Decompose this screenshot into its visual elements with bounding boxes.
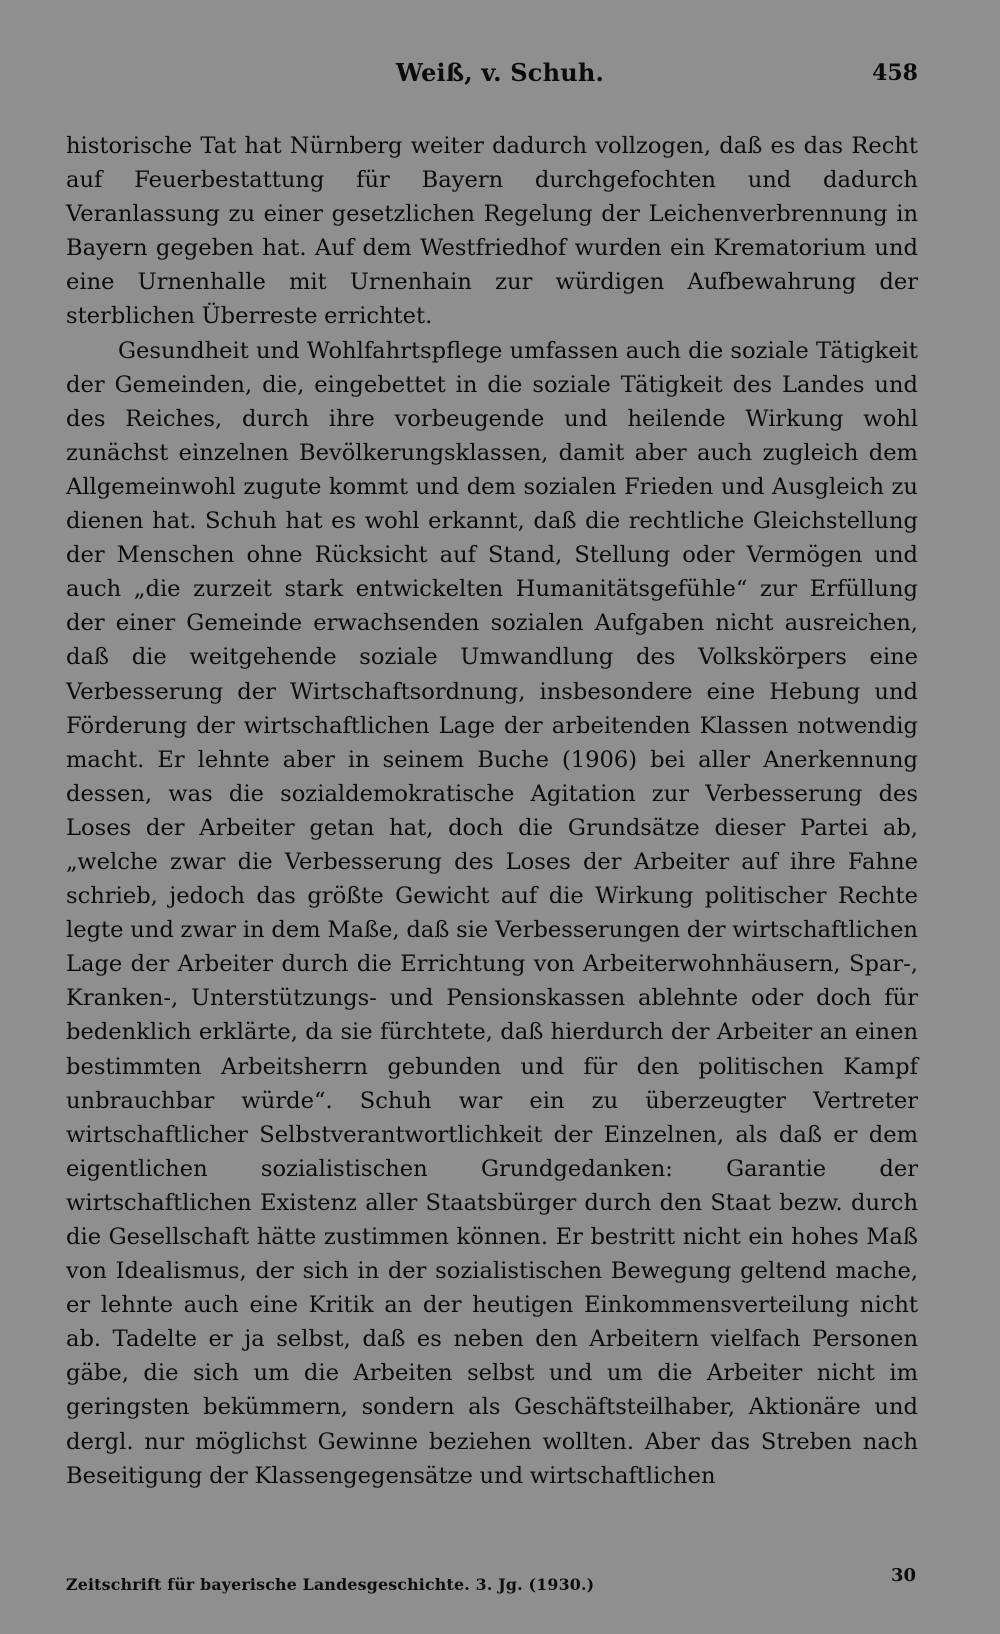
paragraph-2: Gesundheit und Wohlfahrtspflege umfassen auch die soziale Tätigkeit der Gemeinden, die, eingebettet in die soziale Tätigkeit des Landes und des Reiches, durch ihre vorbeugende und heilende Wirkung wohl zunächst einzelnen Bevölkerungsklassen, damit aber auch zugleich dem Allgemeinwohl zugute kommt und dem sozialen Frieden und Ausgleich zu dienen hat. Schuh hat es wohl erkannt, daß die rechtliche Gleichstellung der Menschen ohne Rücksicht auf Stand, Stellung oder Vermögen und auch „die zurzeit stark entwickelten Humanitätsgefühle“ zur Erfüllung der einer Gemeinde erwachsenden sozialen Aufgaben nicht ausreichen, daß die weitgehende soziale Umwandlung des Volkskörpers eine Verbesserung der Wirtschaftsordnung, insbesondere eine Hebung und Förderung der wirtschaftlichen Lage der arbeitenden Klassen notwendig macht. Er lehnte aber in seinem Buche (1906) bei aller Anerkennung dessen, was die sozialdemokratische Agitation zur Verbesserung des Loses der Arbeiter getan hat, doch die Grundsätze dieser Partei ab, „welche zwar die Verbesserung des Loses der Arbeiter auf ihre Fahne schrieb, jedoch das größte Gewicht auf die Wirkung politischer Rechte legte und zwar in dem Maße, daß sie Verbesserungen der wirtschaftlichen Lage der Arbeiter durch die Errichtung von Arbeiterwohnhäusern, Spar-, Kranken-, Unterstützungs- und Pensionskassen ablehnte oder doch für bedenklich erklärte, da sie fürchtete, daß hierdurch der Arbeiter an einen bestimmten Arbeitsherrn gebunden und für den politischen Kampf unbrauchbar würde“. Schuh war ein zu überzeugter Vertreter wirtschaftlicher Selbstverantwortlichkeit der Einzelnen, als daß er dem eigentlichen sozialistischen Grundgedanken: Garantie der wirtschaftlichen Existenz aller Staatsbürger durch den Staat bezw. durch die Gesellschaft hätte zustimmen können. Er bestritt nicht ein hohes Maß von Idealismus, der sich in der sozialistischen Bewegung geltend mache, er lehnte auch eine Kritik an der heutigen Einkommensverteilung nicht ab. Tadelte er ja selbst, daß es neben den Arbeitern vielfach Personen gäbe, die sich um die Arbeiten selbst und um die Arbeiter nicht im geringsten bekümmern, sondern als Geschäftsteilhaber, Aktionäre und dergl. nur möglichst Gewinne beziehen wollten. Aber das Streben nach Beseitigung der Klassengegensätze und wirtschaftlichen [66,337,918,1489]
signature-mark: 30 [890,1565,916,1586]
page-header [0,58,1000,98]
page-footer [66,1565,916,1601]
page-number: 458 [872,60,918,86]
paragraph-1: historische Tat hat Nürnberg weiter dadurch vollzogen, daß es das Recht auf Feuerbestattung für Bayern durchgefochten und dadurch Veranlassung zu einer gesetzlichen Regelung der Leichenverbrennung in Bayern gegeben hat. Auf dem Westfriedhof wurden ein Krematorium und eine Urnenhalle mit Urnenhain zur würdigen Aufbewahrung der sterblichen Überreste errichtet. [66,133,918,330]
journal-citation: Zeitschrift für bayerische Landesgeschichte. 3. Jg. (1930.) [66,1575,595,1594]
running-title: Weiß, v. Schuh. [395,58,605,87]
body-text [66,129,918,1493]
